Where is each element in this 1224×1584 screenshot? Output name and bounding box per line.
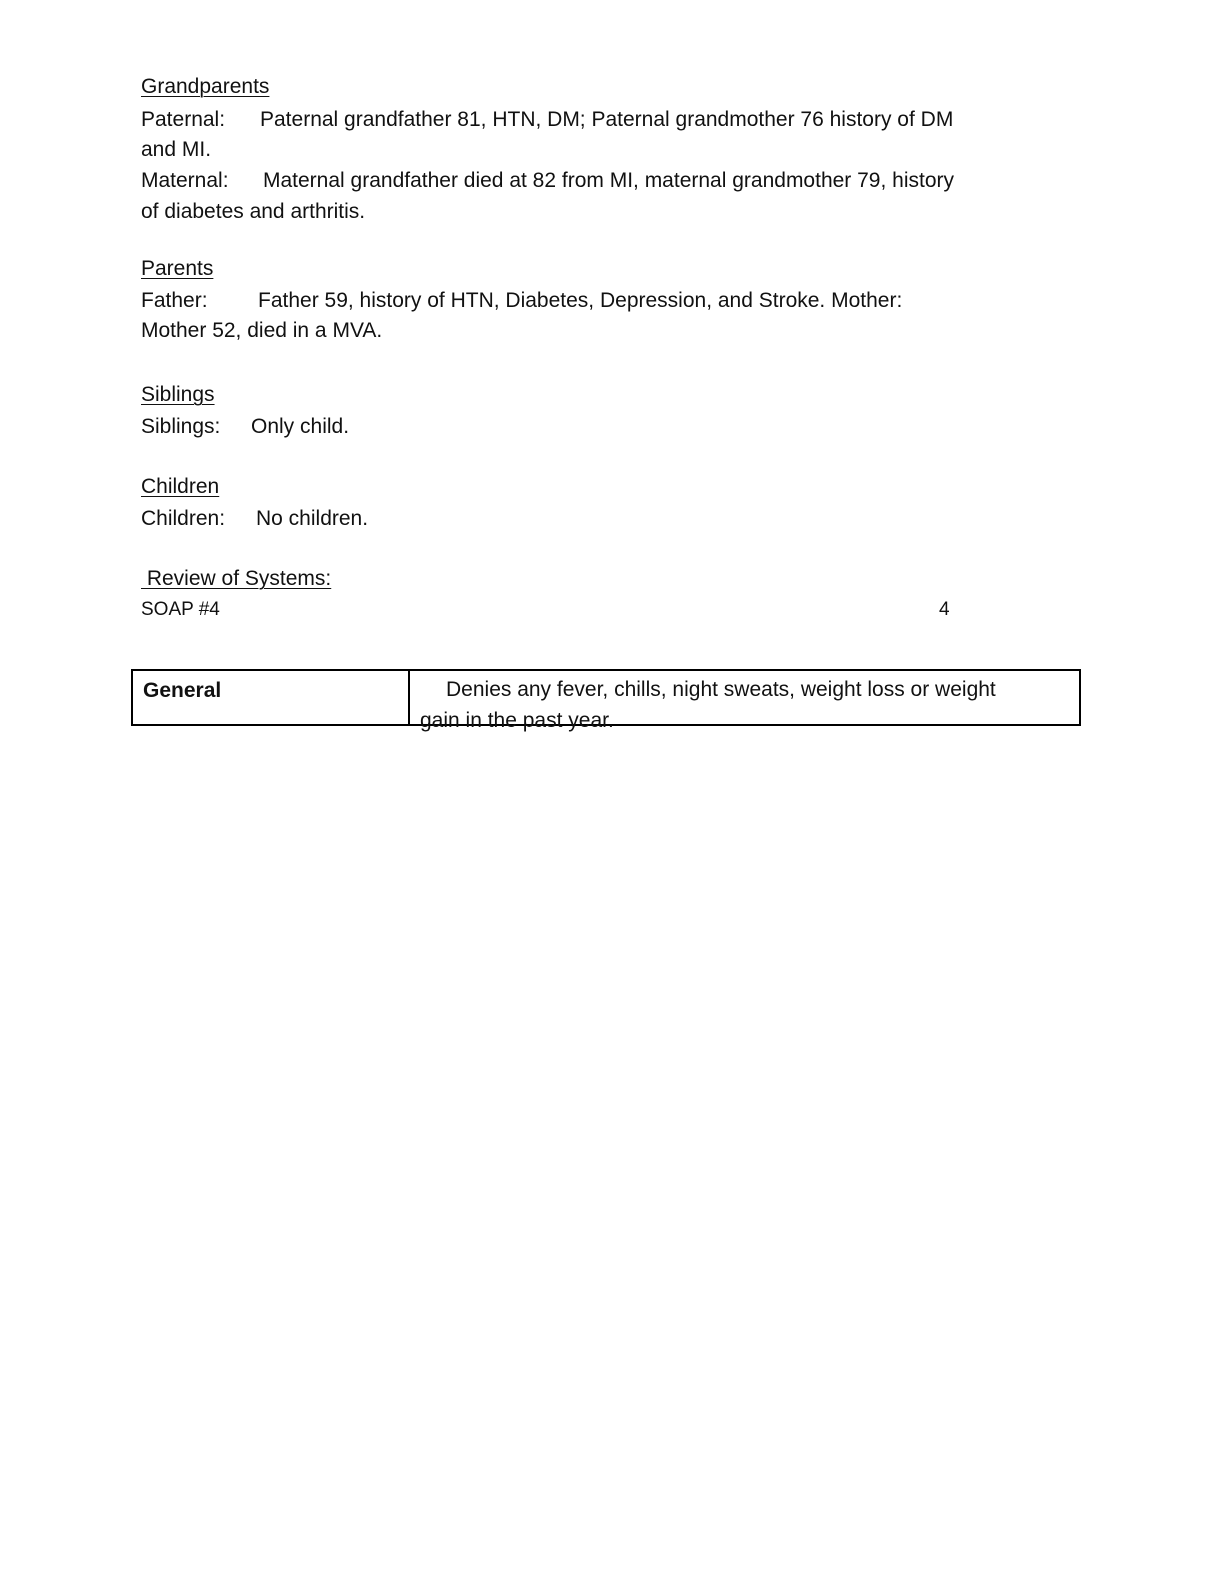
ros-text-general: Denies any fever, chills, night sweats, weight loss or weight gain in the past year. <box>420 678 996 732</box>
maternal-text-line1: Maternal grandfather died at 82 from MI, maternal grandmother 79, history <box>263 169 955 192</box>
children-text: No children. <box>256 507 369 530</box>
paternal-text-line2: and MI. <box>141 138 212 161</box>
children-label: Children: <box>141 507 226 530</box>
footer-doc-title: SOAP #4 <box>141 599 220 620</box>
paternal-label: Paternal: <box>141 108 226 131</box>
review-of-systems-table <box>131 669 1081 732</box>
father-label: Father: <box>141 289 208 312</box>
children-heading: Children <box>141 475 220 498</box>
maternal-text-line2: of diabetes and arthritis. <box>141 200 366 223</box>
review-of-systems-heading: Review of Systems: <box>141 567 332 590</box>
footer-page-number: 4 <box>939 599 950 620</box>
table-row <box>132 670 1080 725</box>
father-text-line2: Mother 52, died in a MVA. <box>141 319 383 342</box>
father-text-line1: Father 59, history of HTN, Diabetes, Depression, and Stroke. Mother: <box>258 289 903 312</box>
paternal-text-line1: Paternal grandfather 81, HTN, DM; Paternal grandmother 76 history of DM <box>260 108 954 131</box>
parents-heading: Parents <box>141 257 214 280</box>
siblings-heading: Siblings <box>141 383 215 406</box>
maternal-label: Maternal: <box>141 169 229 192</box>
grandparents-heading: Grandparents <box>141 75 270 98</box>
ros-description-cell <box>409 670 1080 732</box>
ros-label-general: General <box>143 679 222 702</box>
ros-label-cell <box>132 670 409 725</box>
siblings-label: Siblings: <box>141 415 221 438</box>
siblings-text: Only child. <box>251 415 350 438</box>
